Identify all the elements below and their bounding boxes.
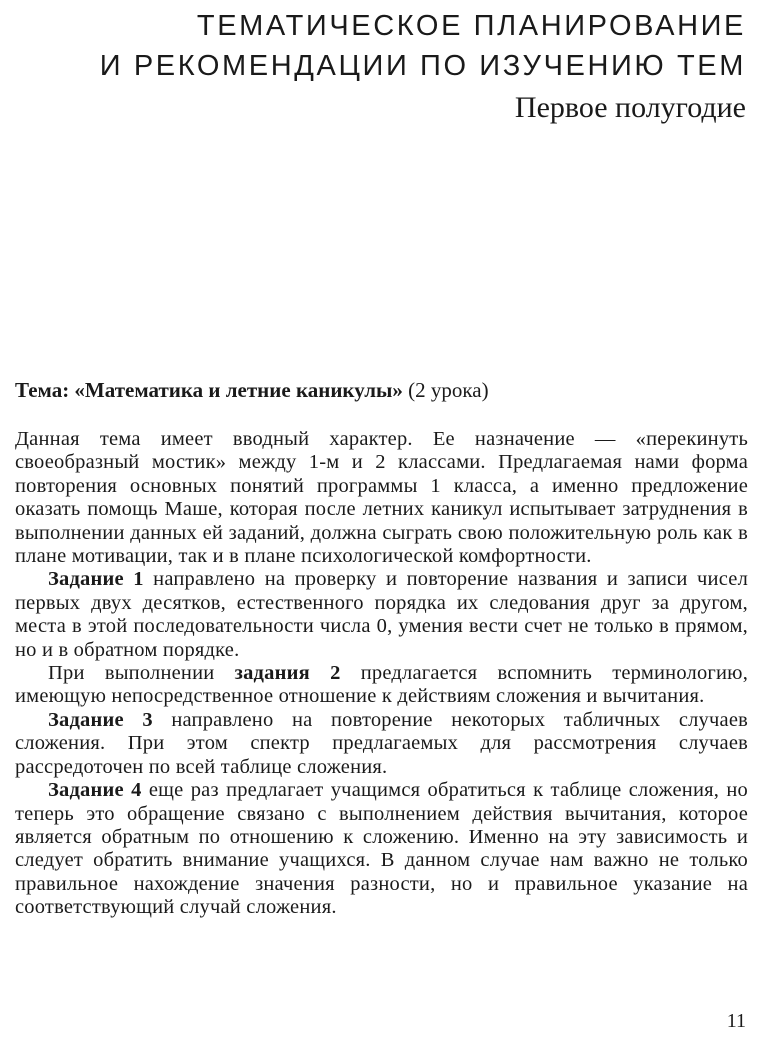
task-2-text: предлагается вспомнить терминологию, имеющую непосредственное отношение к действиям сложения и вычитания. [15, 662, 749, 708]
task-3-label: Задание 3 [48, 708, 153, 731]
page-header [100, 6, 746, 128]
task-1-label: Задание 1 [48, 568, 144, 591]
task-3-text: направлено на повторение некоторых табличных случаев сложения. При этом спектр предлагаемых для рассмотрения случаев рассредоточен по всей таблице сложения. [15, 708, 748, 778]
page-number: 11 [726, 1010, 746, 1032]
task-2-prefix: При выполнении [48, 662, 235, 685]
paragraph-task-4 [15, 779, 748, 919]
header-subtitle: Первое полугодие [514, 91, 746, 124]
paragraph-task-2 [15, 662, 748, 709]
topic-label: Тема: «Математика и летние каникулы» [15, 378, 403, 402]
topic-lessons: (2 урока) [408, 378, 489, 402]
header-title-line-2: И РЕКОМЕНДАЦИИ ПО ИЗУЧЕНИЮ ТЕМ [99, 50, 746, 82]
task-4-label: Задание 4 [48, 779, 142, 802]
task-2-label: задания 2 [234, 662, 341, 685]
topic-heading [15, 378, 489, 403]
header-title-line-1: ТЕМАТИЧЕСКОЕ ПЛАНИРОВАНИЕ [196, 10, 746, 42]
task-4-text: еще раз предлагает учащимся обратиться к таблице сложения, но теперь это обращение связано с выполнением действия вычитания, которое является обратным по отношению к сложению. Именно на эту зависимость и следует обратить внимание учащихся. В данном случае нам важно не только правильное нахождение значения разности, но и правильное указание на соответствующий случай сложения. [15, 779, 748, 919]
paragraph-task-1 [15, 568, 748, 662]
task-1-text: направлено на проверку и повторение названия и записи чисел первых двух десятков, естественного порядка их следования друг за другом, места в этой последовательности числа 0, умения вести счет не только в прямом, но и в обратном порядке. [15, 568, 749, 661]
body-text [15, 428, 748, 920]
paragraph-intro: Данная тема имеет вводный характер. Ее назначение — «перекинуть своеобразный мостик» между 1-м и 2 классами. Предлагаемая нами форма повторения основных понятий программы 1 класса, а именно предложение оказать помощь Маше, которая после летних каникул испытывает затруднения в выполнении данных ей заданий, должна сыграть свою положительную роль как в плане мотивации, так и в плане психологической комфортности. [15, 428, 748, 568]
paragraph-task-3 [15, 709, 748, 779]
